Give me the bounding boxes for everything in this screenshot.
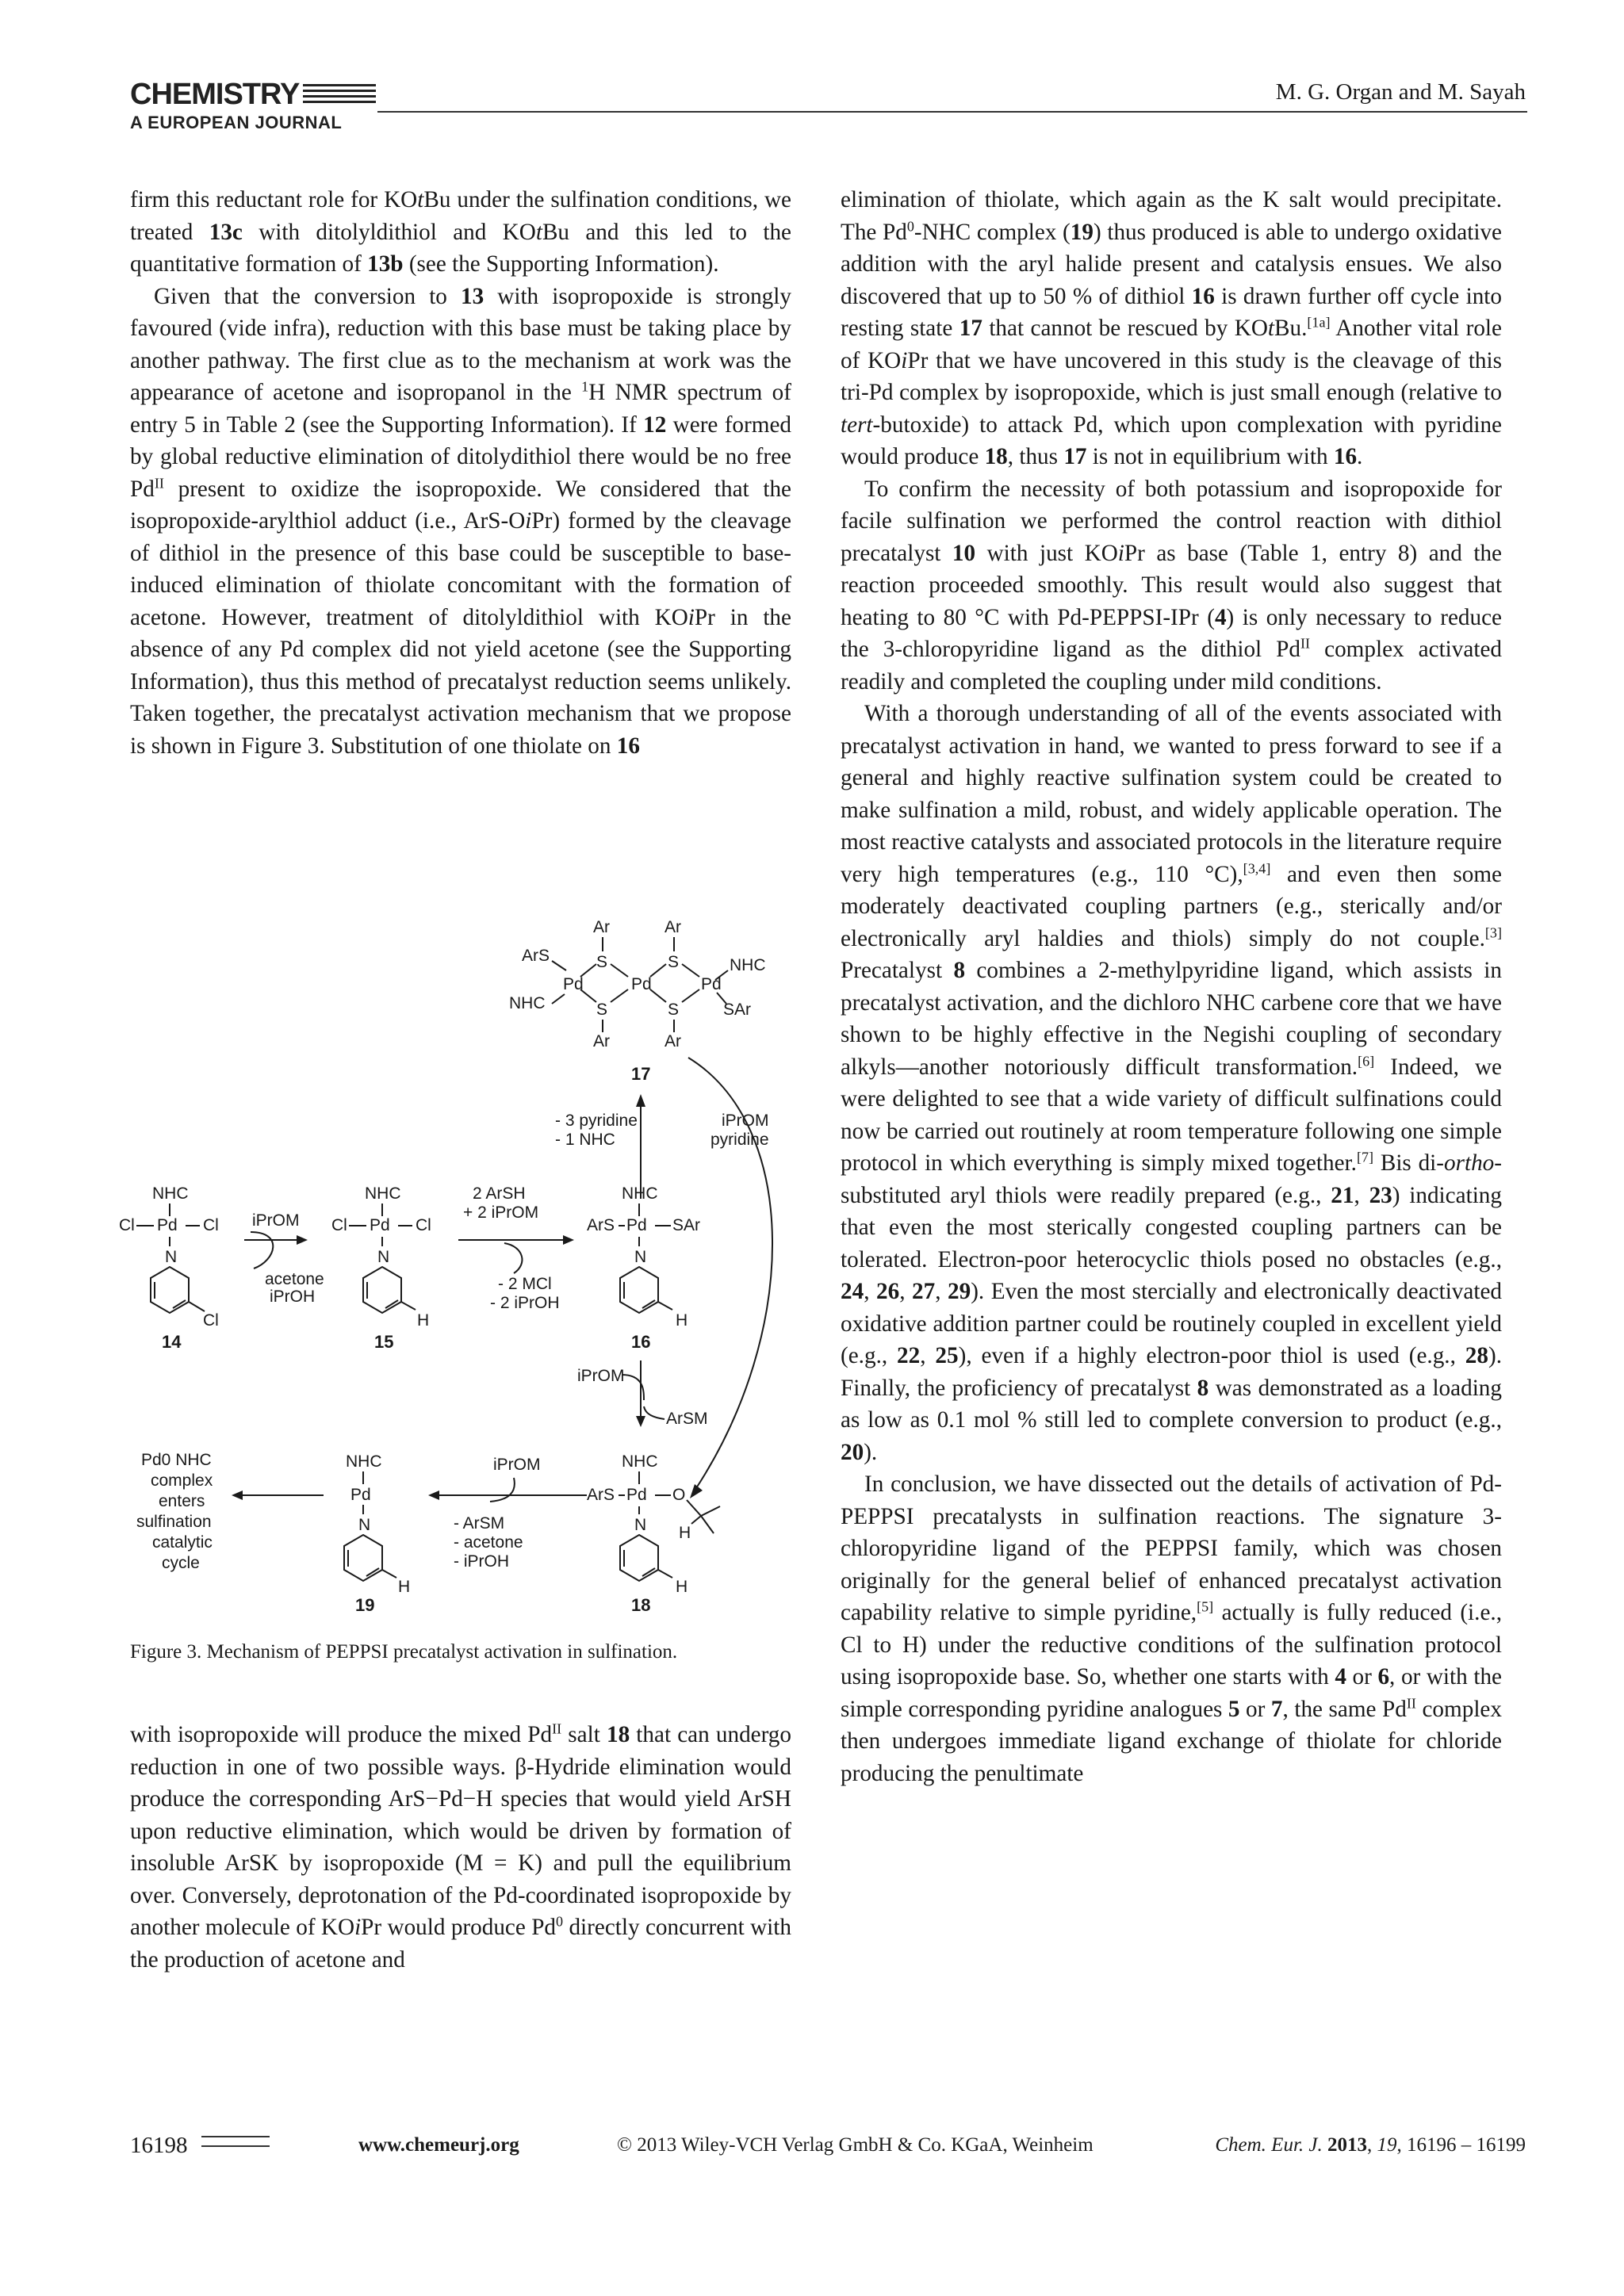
svg-text:complex: complex [151,1471,213,1490]
svg-text:S: S [668,953,680,971]
paragraph: Given that the conversion to 13 with isopropoxide is strongly favoured (vide infra), reduction with this base must be taking place by another pathway. The first clue as to the mechanism at work was the appearance of acetone and isopropanol in the $^1$H NMR spectrum of entry 5 in Table 2 (see the Supporting Information). If 12 were formed by global reductive elimination of ditolydithiol there would be no free $Pd^{II}$ present to oxidize the isopropoxide. We considered that the isopropoxide-arylthiol adduct (i.e., ArS-OiPr) formed by the cleavage of dithiol in the presence of this base could be susceptible to base-induced elimination of thiolate concomitant with the formation of acetone. However, treatment of ditolyldithiol with KOiPr in the absence of any Pd complex did not yield acetone (see the Supporting Information), thus this method of precatalyst reduction seems unlikely. Taken together, the precatalyst activation mechanism that we propose is shown in Figure 3. Substitution of one thiolate on 16 [130,283,792,759]
journal-url-link[interactable]: www.chemeurj.org [358,2134,519,2156]
footer-rule [201,2145,270,2147]
svg-text:Ar: Ar [665,918,681,936]
header-rule [377,111,1527,113]
svg-text:iPrOM: iPrOM [252,1211,300,1230]
paragraph: firm this reductant role for KOtBu under the sulfination conditions, we treated 13c with ditolyldithiol and KOtBu and this led to the quantitative formation of 13b (see the Supporting Information). [130,187,791,277]
compound-16 [587,1184,700,1352]
svg-text:18: 18 [631,1595,651,1615]
svg-text:14: 14 [162,1332,182,1352]
compound-15 [331,1184,431,1352]
svg-text:N: N [634,1248,647,1266]
svg-text:SAr: SAr [672,1216,701,1234]
logo-lines-decoration [303,84,376,106]
svg-text:H: H [676,1311,688,1330]
pd0-complex-note [136,1451,213,1572]
paragraph: In conclusion, we have dissected out the details of activation of Pd-PEPPSI precatalysts in sulfination reactions. The signature 3-chloropyridine ligand of the PEPPSI family, which was chosen originally for the general belief of enhanced precatalyst activation capability relative to simple pyridine,[5] actually is fully reduced (i.e., Cl to H) under the reductive conditions of the sulfination protocol using isopropoxide base. So, whether one starts with 4 or 6, or with the simple corresponding pyridine analogues 5 or 7, the same $Pd^{II}$ complex then undergoes immediate ligand exchange of thiolate for chloride producing the penultimate [841,1471,1503,1786]
page-number: 16198 [130,2133,188,2158]
svg-text:N: N [377,1248,390,1266]
svg-text:16: 16 [631,1332,651,1352]
svg-text:- 2 MCl: - 2 MCl [498,1275,552,1293]
svg-text:17: 17 [631,1064,651,1084]
svg-text:N: N [634,1516,647,1534]
svg-text:H: H [417,1311,430,1330]
svg-text:O: O [672,1486,686,1504]
svg-text:15: 15 [374,1332,394,1352]
svg-text:enters: enters [159,1492,205,1510]
svg-text:iPrOH: iPrOH [270,1288,316,1306]
svg-text:Pd: Pd [626,1486,647,1504]
left-column [130,184,791,762]
svg-text:- ArSM: - ArSM [454,1514,505,1533]
left-column-bottom [130,1719,791,1976]
svg-text:Pd0 NHC: Pd0 NHC [141,1451,212,1469]
svg-text:iPrOM: iPrOM [722,1112,769,1130]
svg-text:NHC: NHC [622,1452,658,1471]
svg-text:acetone: acetone [265,1270,324,1288]
svg-text:Pd: Pd [370,1216,390,1234]
svg-text:iPrOM: iPrOM [493,1456,541,1474]
svg-text:Pd: Pd [626,1216,647,1234]
svg-text:NHC: NHC [622,1184,658,1203]
svg-text:N: N [165,1248,178,1266]
svg-text:- 2 iPrOH: - 2 iPrOH [490,1294,560,1312]
svg-text:NHC: NHC [509,994,546,1012]
copyright: © 2013 Wiley-VCH Verlag GmbH & Co. KGaA, Weinheim [617,2134,1094,2156]
svg-text:Ar: Ar [665,1032,681,1050]
svg-text:19: 19 [355,1595,375,1615]
svg-text:H: H [679,1524,691,1542]
svg-text:Cl: Cl [416,1216,431,1234]
paragraph: elimination of thiolate, which again as the K salt would precipitate. The Pd$^0$-NHC complex (19) thus produced is able to undergo oxidative addition with the aryl halide present and catalysis ensues. We also discovered that up to 50 % of dithiol 16 is drawn further off cycle into resting state 17 that cannot be rescued by KOtBu.[1a] Another vital role of KOiPr that we have uncovered in this study is the cleavage of this tri-Pd complex by isopropoxide, which is just small enough (relative to tert-butoxide) to attack Pd, which upon complexation with pyridine would produce 18, thus 17 is not in equilibrium with 16. [841,187,1502,469]
svg-text:- iPrOH: - iPrOH [454,1552,509,1571]
svg-text:Pd: Pd [350,1486,371,1504]
svg-text:NHC: NHC [346,1452,382,1471]
svg-text:sulfination: sulfination [136,1513,212,1531]
svg-text:cycle: cycle [162,1554,200,1572]
journal-subtitle: A EUROPEAN JOURNAL [130,113,343,132]
svg-text:ArS: ArS [587,1486,615,1504]
svg-text:ArSM: ArSM [666,1410,708,1428]
svg-text:Cl: Cl [203,1311,219,1330]
figure-caption: Figure 3. Mechanism of PEPPSI precatalyst activation in sulfination. [130,1641,678,1663]
svg-text:Pd: Pd [631,975,652,993]
svg-text:S: S [596,953,608,971]
svg-text:Pd: Pd [563,975,584,993]
svg-text:NHC: NHC [730,956,766,974]
svg-text:ArS: ArS [522,947,550,965]
svg-text:pyridine: pyridine [710,1131,769,1149]
svg-text:- 1 NHC: - 1 NHC [555,1131,615,1149]
running-authors: M. G. Organ and M. Sayah [1275,79,1526,105]
mechanism-scheme [117,888,807,1633]
svg-text:S: S [668,1001,680,1019]
svg-text:Cl: Cl [203,1216,219,1234]
footer-rule [201,2136,270,2137]
citation: Chem. Eur. J. 2013, 19, 16196 – 16199 [1215,2134,1526,2156]
svg-text:H: H [676,1578,688,1596]
compound-19 [344,1452,410,1615]
svg-text:- acetone: - acetone [454,1533,523,1552]
svg-text:catalytic: catalytic [152,1533,213,1552]
figure-3-scheme [117,888,807,1633]
svg-text:H: H [398,1578,411,1596]
paragraph: To confirm the necessity of both potassium and isopropoxide for facile sulfination we performed the control reaction with dithiol precatalyst 10 with just KOiPr as base (Table 1, entry 8) and the reaction proceeded smoothly. This result would also suggest that heating to 80 °C with Pd-PEPPSI-IPr (4) is only necessary to reduce the 3-chloropyridine ligand as the dithiol $Pd^{II}$ complex activated readily and completed the coupling under mild conditions. [841,476,1503,695]
svg-text:iPrOM: iPrOM [577,1367,625,1385]
journal-logo: CHEMISTRY [130,78,300,111]
svg-text:Cl: Cl [119,1216,135,1234]
compound-17 [509,918,766,1084]
svg-text:+ 2 iPrOM: + 2 iPrOM [463,1203,539,1222]
svg-text:- 3 pyridine: - 3 pyridine [555,1112,638,1130]
paragraph: with isopropoxide will produce the mixed $Pd^{II}$ salt 18 that can undergo reduction in one of two possible ways. β-Hydride elimination would produce the corresponding ArS−Pd−H species that would yield ArSH upon reductive elimination, which would be driven by formation of insoluble ArSK by isopropoxide (M = K) and pull the equilibrium over. Conversely, deprotonation of the Pd-coordinated isopropoxide by another molecule of KOiPr would produce Pd$^0$ directly concurrent with the production of acetone and [130,1720,791,1973]
svg-text:Ar: Ar [593,1032,610,1050]
svg-text:Pd: Pd [701,975,722,993]
svg-text:Pd: Pd [157,1216,178,1234]
compound-14 [119,1184,219,1352]
svg-text:N: N [358,1516,371,1534]
paragraph: With a thorough understanding of all of the events associated with precatalyst activation in hand, we wanted to press forward to see if a general and highly reactive sulfination system could be created to make sulfination a mild, robust, and widely applicable operation. The most reactive catalysts and associated protocols in the literature require very high temperatures (e.g., 110 °C),[3,4] and even then some moderately deactivated coupling partners (e.g., sterically and/or electronically aryl haldies and thiols) simply do not couple.[3] Precatalyst 8 combines a 2-methylpyridine ligand, which assists in precatalyst activation, and the dichloro NHC carbene core that we have shown to be highly effective in the Negishi coupling of secondary alkyls—another notoriously difficult transformation.[6] Indeed, we were delighted to see that a wide variety of difficult sulfinations could now be carried out routinely at room temperature following one simple protocol in which everything is simply mixed together.[7] Bis di-ortho-substituted aryl thiols were readily prepared (e.g., 21, 23) indicating that even the most sterically congested coupling partners can be tolerated. Electron-poor heterocyclic thiols posed no obstacles (e.g., 24, 26, 27, 29). Even the most stercially and electronically deactivated oxidative addition partner could be routinely coupled in excellent yield (e.g., 22, 25), even if a highly electron-poor thiol is used (e.g., 28). Finally, the proficiency of precatalyst 8 was demonstrated as a loading as low as 0.1 mol % still led to complete conversion to product (e.g., 20). [841,701,1503,1465]
svg-text:Cl: Cl [331,1216,347,1234]
svg-text:NHC: NHC [152,1184,189,1203]
svg-text:NHC: NHC [365,1184,401,1203]
right-column [841,184,1502,1789]
svg-text:SAr: SAr [723,1001,752,1019]
svg-text:S: S [596,1001,608,1019]
svg-text:2 ArSH: 2 ArSH [473,1184,526,1203]
svg-text:ArS: ArS [587,1216,615,1234]
compound-18 [587,1452,720,1615]
svg-text:Ar: Ar [593,918,610,936]
